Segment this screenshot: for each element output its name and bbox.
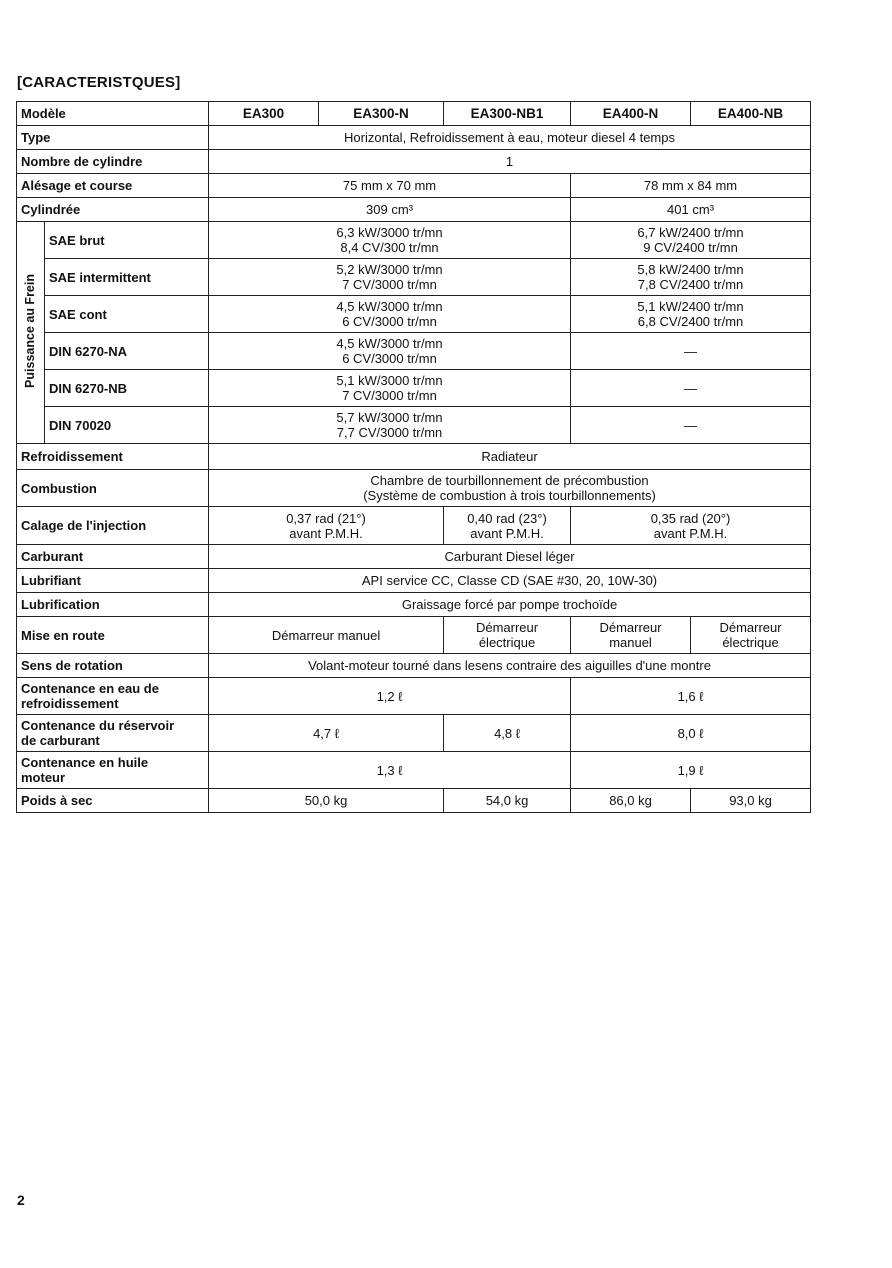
- dry-weight-ea300-nb1: 54,0 kg: [444, 789, 571, 813]
- row-sae-cont: [17, 296, 811, 333]
- row-cooling: [17, 444, 811, 470]
- row-dry-weight: [17, 789, 811, 813]
- din-6270-nb-label: DIN 6270-NB: [45, 370, 209, 407]
- fuel-label: Carburant: [17, 545, 209, 569]
- lubrication-label: Lubrification: [17, 593, 209, 617]
- cooling-value: Radiateur: [209, 444, 811, 470]
- bore-ea400: 78 mm x 84 mm: [571, 174, 811, 198]
- dry-weight-ea300: 50,0 kg: [209, 789, 444, 813]
- power-group-text: Puissance au Frein: [23, 273, 37, 388]
- coolant-capacity-ea400: 1,6 ℓ: [571, 678, 811, 715]
- injection-ea300: 0,37 rad (21°) avant P.M.H.: [209, 507, 444, 545]
- power-group-label: [17, 222, 45, 444]
- oil-capacity-ea400: 1,9 ℓ: [571, 752, 811, 789]
- row-lubrication: [17, 593, 811, 617]
- din-70020-label: DIN 70020: [45, 407, 209, 444]
- row-cylinders: [17, 150, 811, 174]
- row-fuel: [17, 545, 811, 569]
- row-oil-capacity: [17, 752, 811, 789]
- rotation-label: Sens de rotation: [17, 654, 209, 678]
- combustion-label: Combustion: [17, 470, 209, 507]
- rotation-value: Volant-moteur tourné dans lesens contraire des aiguilles d'une montre: [209, 654, 811, 678]
- oil-capacity-ea300: 1,3 ℓ: [209, 752, 571, 789]
- din-70020-ea400: —: [571, 407, 811, 444]
- model-ea300-nb1: EA300-NB1: [444, 102, 571, 126]
- coolant-capacity-ea300: 1,2 ℓ: [209, 678, 571, 715]
- sae-intermittent-ea300: 5,2 kW/3000 tr/mn 7 CV/3000 tr/mn: [209, 259, 571, 296]
- type-value: Horizontal, Refroidissement à eau, moteur diesel 4 temps: [209, 126, 811, 150]
- type-label: Type: [17, 126, 209, 150]
- injection-ea300-nb1: 0,40 rad (23°) avant P.M.H.: [444, 507, 571, 545]
- row-sae-brut: [17, 222, 811, 259]
- injection-label: Calage de l'injection: [17, 507, 209, 545]
- dry-weight-ea400-n: 86,0 kg: [571, 789, 691, 813]
- row-displacement: [17, 198, 811, 222]
- bore-label: Alésage et course: [17, 174, 209, 198]
- tank-capacity-label: Contenance du réservoir de carburant: [17, 715, 209, 752]
- din-6270-na-ea400: —: [571, 333, 811, 370]
- injection-ea400: 0,35 rad (20°) avant P.M.H.: [571, 507, 811, 545]
- row-tank-capacity: [17, 715, 811, 752]
- model-ea400-n: EA400-N: [571, 102, 691, 126]
- starting-ea300-nb1: Démarreur électrique: [444, 617, 571, 654]
- row-starting: [17, 617, 811, 654]
- starting-ea300: Démarreur manuel: [209, 617, 444, 654]
- sae-brut-ea400: 6,7 kW/2400 tr/mn 9 CV/2400 tr/mn: [571, 222, 811, 259]
- coolant-capacity-label: Contenance en eau de refroidissement: [17, 678, 209, 715]
- cooling-label: Refroidissement: [17, 444, 209, 470]
- model-ea300-n: EA300-N: [319, 102, 444, 126]
- din-70020-ea300: 5,7 kW/3000 tr/mn 7,7 CV/3000 tr/mn: [209, 407, 571, 444]
- starting-ea400-nb: Démarreur électrique: [691, 617, 811, 654]
- page-number: 2: [17, 1192, 25, 1208]
- bore-ea300: 75 mm x 70 mm: [209, 174, 571, 198]
- dry-weight-label: Poids à sec: [17, 789, 209, 813]
- row-sae-intermittent: [17, 259, 811, 296]
- din-6270-na-ea300: 4,5 kW/3000 tr/mn 6 CV/3000 tr/mn: [209, 333, 571, 370]
- displacement-label: Cylindrée: [17, 198, 209, 222]
- row-din-6270-nb: [17, 370, 811, 407]
- starting-ea400-n: Démarreur manuel: [571, 617, 691, 654]
- sae-brut-label: SAE brut: [45, 222, 209, 259]
- row-rotation: [17, 654, 811, 678]
- specifications-table: [16, 101, 811, 813]
- cylinders-value: 1: [209, 150, 811, 174]
- cylinders-label: Nombre de cylindre: [17, 150, 209, 174]
- section-title: [CARACTERISTQUES]: [17, 74, 181, 91]
- combustion-value: Chambre de tourbillonnement de précombustion (Système de combustion à trois tourbillonnements): [209, 470, 811, 507]
- lubricant-value: API service CC, Classe CD (SAE #30, 20, 10W-30): [209, 569, 811, 593]
- sae-cont-label: SAE cont: [45, 296, 209, 333]
- din-6270-na-label: DIN 6270-NA: [45, 333, 209, 370]
- fuel-value: Carburant Diesel léger: [209, 545, 811, 569]
- sae-intermittent-ea400: 5,8 kW/2400 tr/mn 7,8 CV/2400 tr/mn: [571, 259, 811, 296]
- row-injection: [17, 507, 811, 545]
- displacement-ea300: 309 cm³: [209, 198, 571, 222]
- header-row: [17, 102, 811, 126]
- tank-capacity-ea400: 8,0 ℓ: [571, 715, 811, 752]
- row-combustion: [17, 470, 811, 507]
- din-6270-nb-ea400: —: [571, 370, 811, 407]
- starting-label: Mise en route: [17, 617, 209, 654]
- tank-capacity-ea300-nb1: 4,8 ℓ: [444, 715, 571, 752]
- lubrication-value: Graissage forcé par pompe trochoïde: [209, 593, 811, 617]
- row-bore: [17, 174, 811, 198]
- oil-capacity-label: Contenance en huile moteur: [17, 752, 209, 789]
- sae-cont-ea400: 5,1 kW/2400 tr/mn 6,8 CV/2400 tr/mn: [571, 296, 811, 333]
- model-label: Modèle: [17, 102, 209, 126]
- row-lubricant: [17, 569, 811, 593]
- din-6270-nb-ea300: 5,1 kW/3000 tr/mn 7 CV/3000 tr/mn: [209, 370, 571, 407]
- sae-brut-ea300: 6,3 kW/3000 tr/mn 8,4 CV/300 tr/mn: [209, 222, 571, 259]
- model-ea400-nb: EA400-NB: [691, 102, 811, 126]
- dry-weight-ea400-nb: 93,0 kg: [691, 789, 811, 813]
- row-din-70020: [17, 407, 811, 444]
- row-type: [17, 126, 811, 150]
- lubricant-label: Lubrifiant: [17, 569, 209, 593]
- sae-cont-ea300: 4,5 kW/3000 tr/mn 6 CV/3000 tr/mn: [209, 296, 571, 333]
- tank-capacity-ea300: 4,7 ℓ: [209, 715, 444, 752]
- sae-intermittent-label: SAE intermittent: [45, 259, 209, 296]
- row-din-6270-na: [17, 333, 811, 370]
- displacement-ea400: 401 cm³: [571, 198, 811, 222]
- row-coolant-capacity: [17, 678, 811, 715]
- model-ea300: EA300: [209, 102, 319, 126]
